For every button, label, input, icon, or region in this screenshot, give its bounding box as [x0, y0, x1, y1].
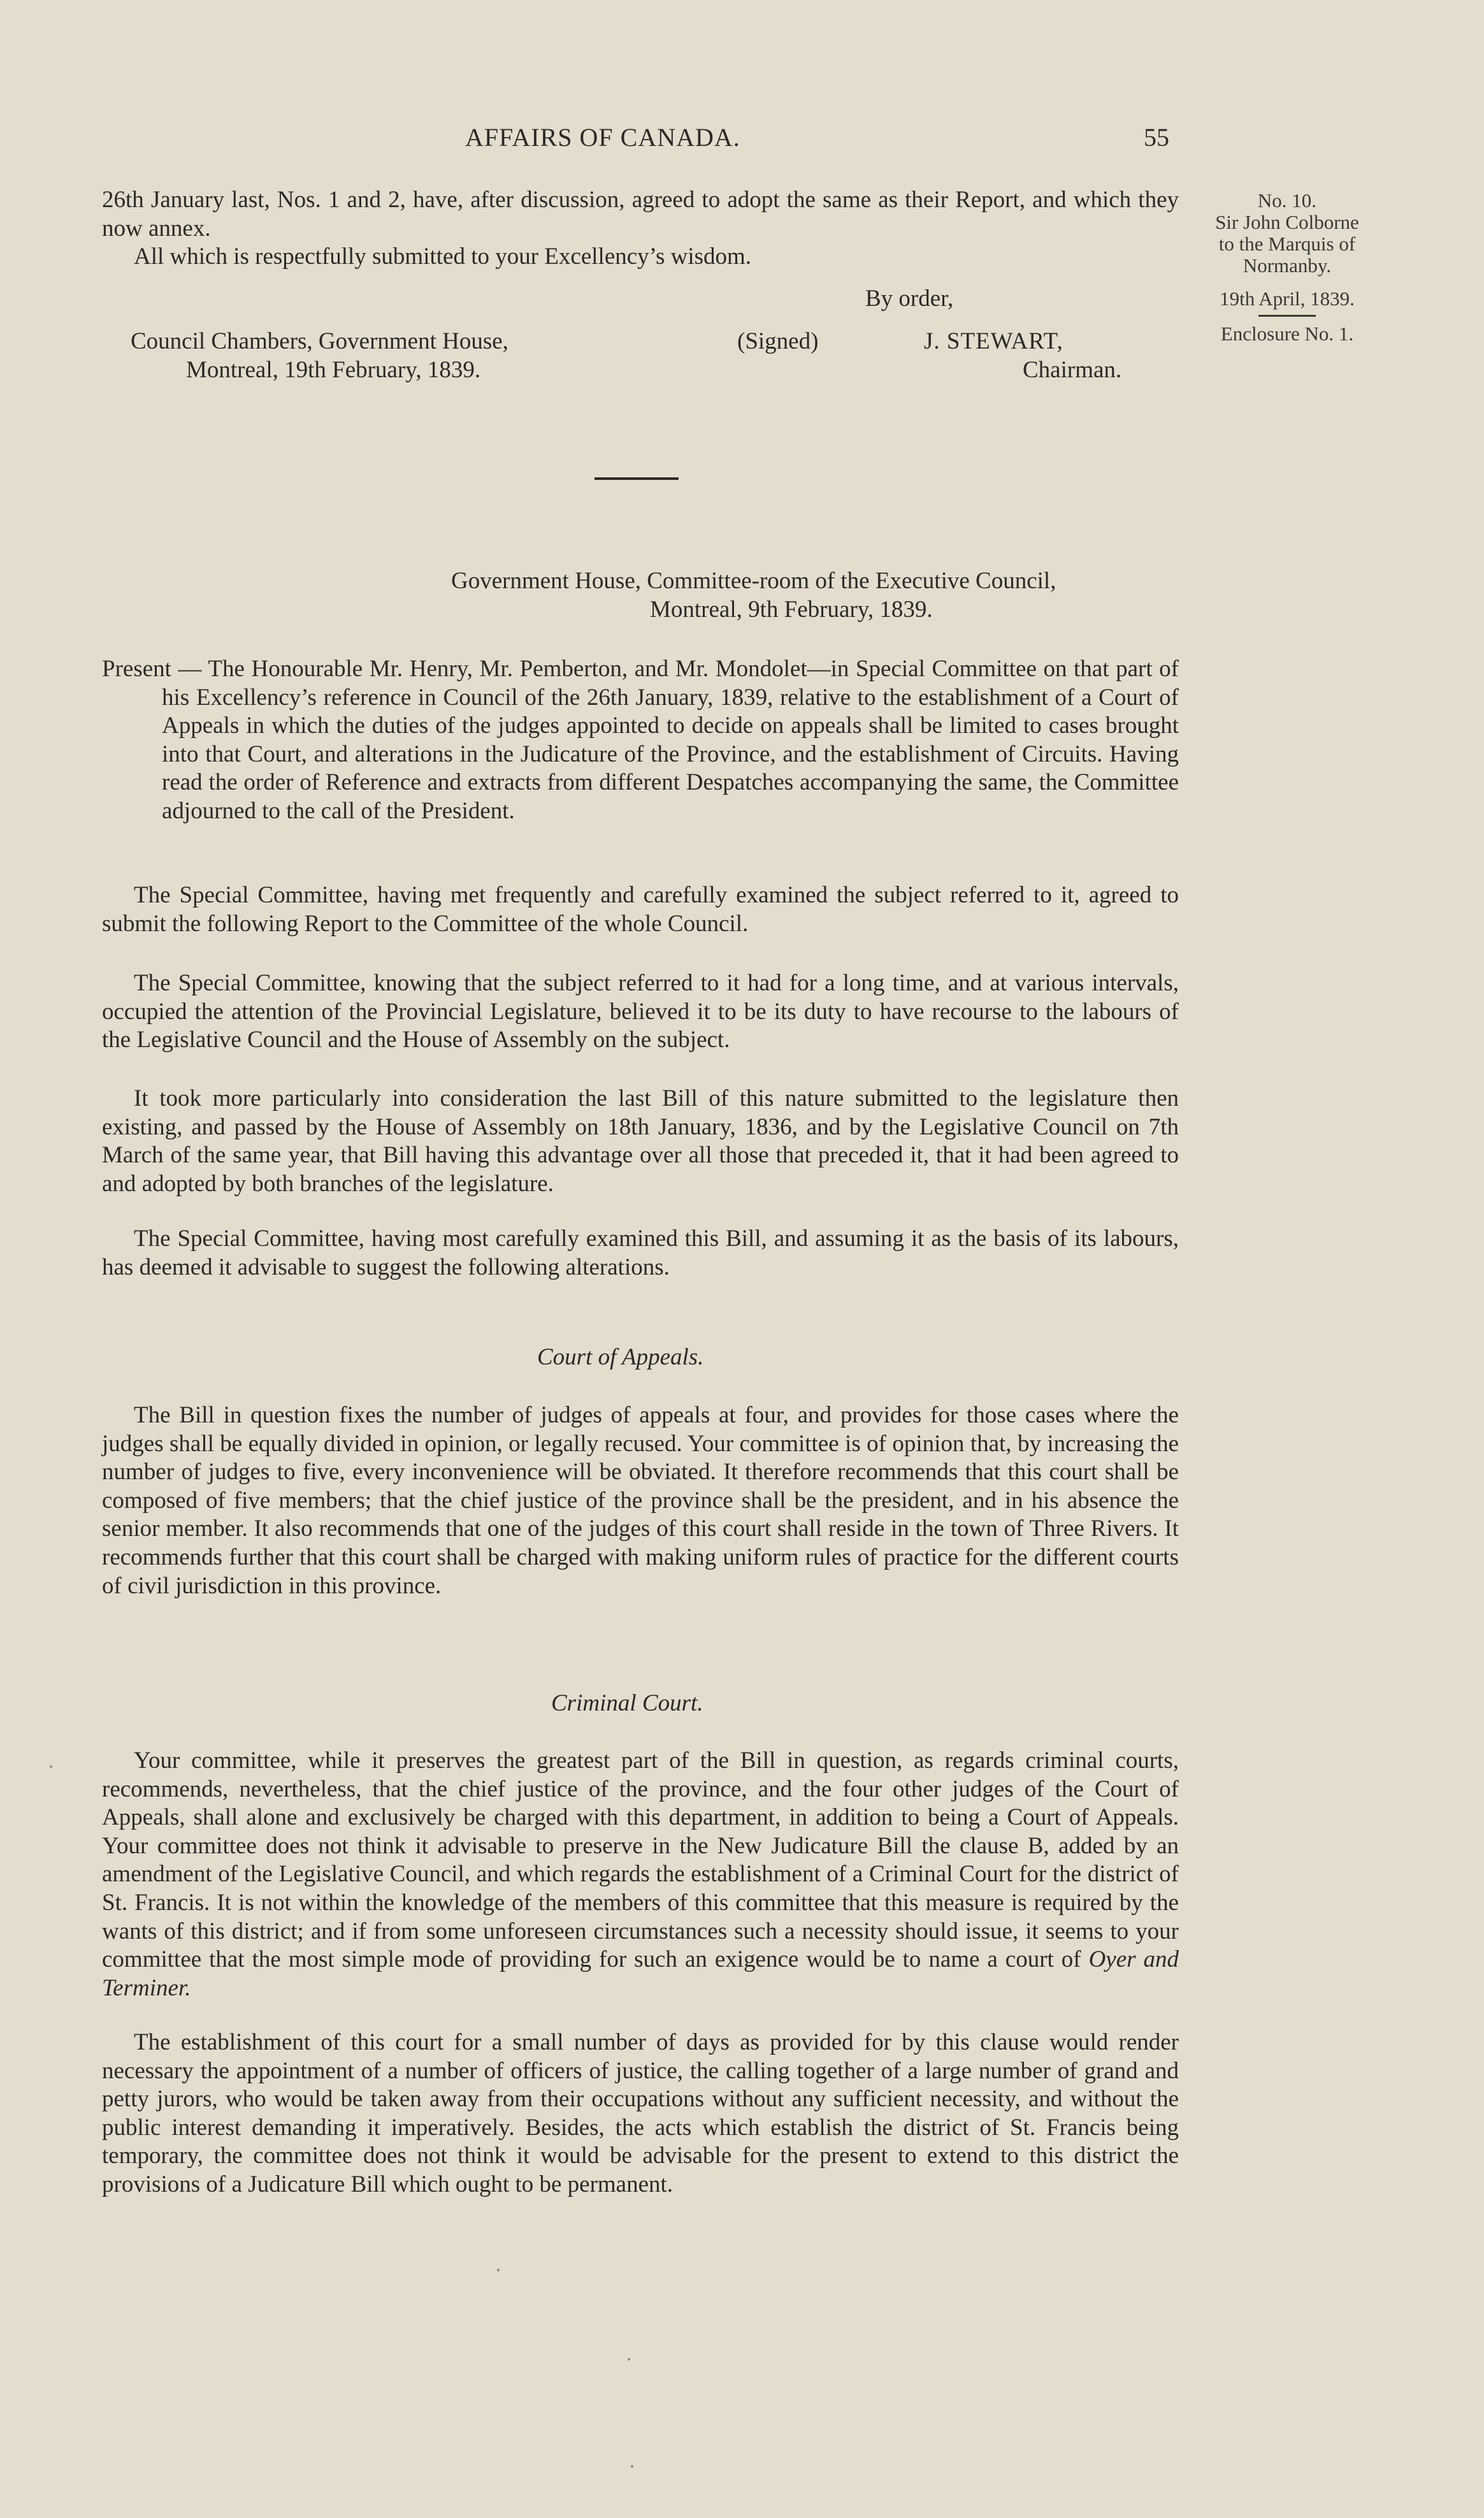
paper-speck — [50, 1765, 52, 1768]
consideration-paragraph — [102, 1085, 1179, 1198]
criminal-text-italic: Oyer and Terminer. — [102, 1946, 1179, 2001]
consideration-text: It took more particularly into consideration the last Bill of this nature submitted to the legislature then existing, and passed by the House of Assembly on 18th January, 1836, and by the Legislative Council on 7th March of the same year, that Bill having this advantage over all those that preceded it, that it had been agreed to and adopted by both branches of the legislature. — [102, 1085, 1179, 1197]
signature-name: J. STEWART, — [924, 328, 1063, 354]
examined-text: The Special Committee, having most carefully examined this Bill, and assuming it as the basis of its labours, has deemed it advisable to suggest the following alterations. — [102, 1226, 1179, 1280]
signature-title: Chairman. — [1023, 357, 1122, 383]
criminal-paragraph — [102, 1747, 1179, 2002]
margin-note-sender: Sir John Colborne — [1215, 211, 1359, 233]
knowing-text: The Special Committee, knowing that the subject referred to it had for a long time, and at various intervals, occupied the attention of the Provincial Legislature, believed it to be its duty to have recourse to the labours of the Legislative Council and the House of Assembly on the subject. — [102, 970, 1179, 1053]
knowing-paragraph — [102, 969, 1179, 1055]
section-heading-criminal: Criminal Court. — [551, 1690, 703, 1716]
page-number: 55 — [1144, 123, 1169, 152]
paper-speck — [497, 2269, 500, 2271]
submission-line: All which is respectfully submitted to your Excellency’s wisdom. — [134, 243, 752, 270]
margin-note-number: No. 10. — [1257, 189, 1317, 212]
signature-place-line1: Council Chambers, Government House, — [131, 328, 508, 354]
running-head: AFFAIRS OF CANADA. — [465, 123, 740, 152]
special-committee-paragraph — [102, 881, 1179, 938]
paper-speck — [628, 2358, 630, 2361]
criminal-text-body: Your committee, while it preserves the greatest part of the Bill in question, as regards criminal courts, recommends, nevertheless, that the chief justice of the province, and the four other judges of the Court of Appeals, shall alone and exclusively be charged with this department, in addition to being a Court of Appeals. Your committee does not think it advisable to preserve in the New Judicature Bill the clause B, added by an amendment of the Legislative Council, and which regards the establishment of a Criminal Court for the district of St. Francis. It is not within the knowledge of the members of this committee that this measure is required by the wants of this district; and if from some unforeseen circumstances such a necessity should issue, it seems to your committee that the most simple mode of providing for such an exigence would be to name a court of — [102, 1747, 1179, 1973]
present-paragraph — [102, 655, 1179, 826]
report-header-line1: Government House, Committee-room of the Executive Council, — [451, 568, 1056, 594]
report-header-line2: Montreal, 9th February, 1839. — [650, 597, 933, 623]
signature-signed: (Signed) — [737, 328, 819, 354]
margin-note-date: 19th April, 1839. — [1220, 287, 1355, 310]
paper-speck — [631, 2465, 633, 2468]
margin-note-rule — [1258, 315, 1316, 317]
criminal-text — [102, 1747, 1179, 2002]
opening-paragraph: 26th January last, Nos. 1 and 2, have, after discussion, agreed to adopt the same as their Report, and which they now annex. — [102, 187, 1179, 242]
establishment-paragraph — [102, 2029, 1179, 2199]
signature-place-line2: Montreal, 19th February, 1839. — [186, 357, 481, 383]
section-heading-appeals: Court of Appeals. — [537, 1344, 704, 1370]
margin-note-enclosure: Enclosure No. 1. — [1220, 322, 1354, 345]
section-divider — [594, 477, 679, 480]
opening-block — [102, 186, 1179, 271]
by-order: By order, — [865, 286, 954, 312]
margin-note-recipient: to the Marquis of — [1218, 233, 1356, 255]
establishment-text: The establishment of this court for a small number of days as provided for by this clause would render necessary the appointment of a number of officers of justice, the calling together of a large number of grand and petty jurors, who would be taken away from their occupations without any sufficient necessity, and without the public interest demanding it imperatively. Besides, the acts which establish the district of St. Francis being temporary, the committee does not think it would be advisable for the present to extend to this district the provisions of a Judicature Bill which ought to be permanent. — [102, 2029, 1179, 2197]
appeals-text: The Bill in question fixes the number of judges of appeals at four, and provides for those cases where the judges shall be equally divided in opinion, or legally recused. Your committee is of opinion that, by increasing the number of judges to five, every inconvenience will be obviated. It therefore recommends that this court shall be composed of five members; that the chief justice of the province shall be the president, and in his absence the senior member. It also recommends that one of the judges of this court shall reside in the town of Three Rivers. It recommends further that this court shall be charged with making uniform rules of practice for the different courts of civil jurisdiction in this province. — [102, 1402, 1179, 1599]
special-committee-text: The Special Committee, having met frequently and carefully examined the subject referred to it, agreed to submit the following Report to the Committee of the whole Council. — [102, 882, 1179, 937]
examined-paragraph — [102, 1225, 1179, 1282]
appeals-paragraph — [102, 1401, 1179, 1600]
margin-note-recipient-name: Normanby. — [1243, 254, 1332, 277]
present-text: Present — The Honourable Mr. Henry, Mr. Pemberton, and Mr. Mondolet—in Special Committee on that part of his Excellency’s reference in Council of the 26th January, 1839, relative to the establishment of a Court of Appeals in which the duties of the judges appointed to decide on appeals shall be limited to cases brought into that Court, and alterations in the Judicature of the Province, and the establishment of Circuits. Having read the order of Reference and extracts from different Despatches accompanying the same, the Committee adjourned to the call of the President. — [102, 656, 1179, 824]
margin-note — [1192, 190, 1383, 345]
